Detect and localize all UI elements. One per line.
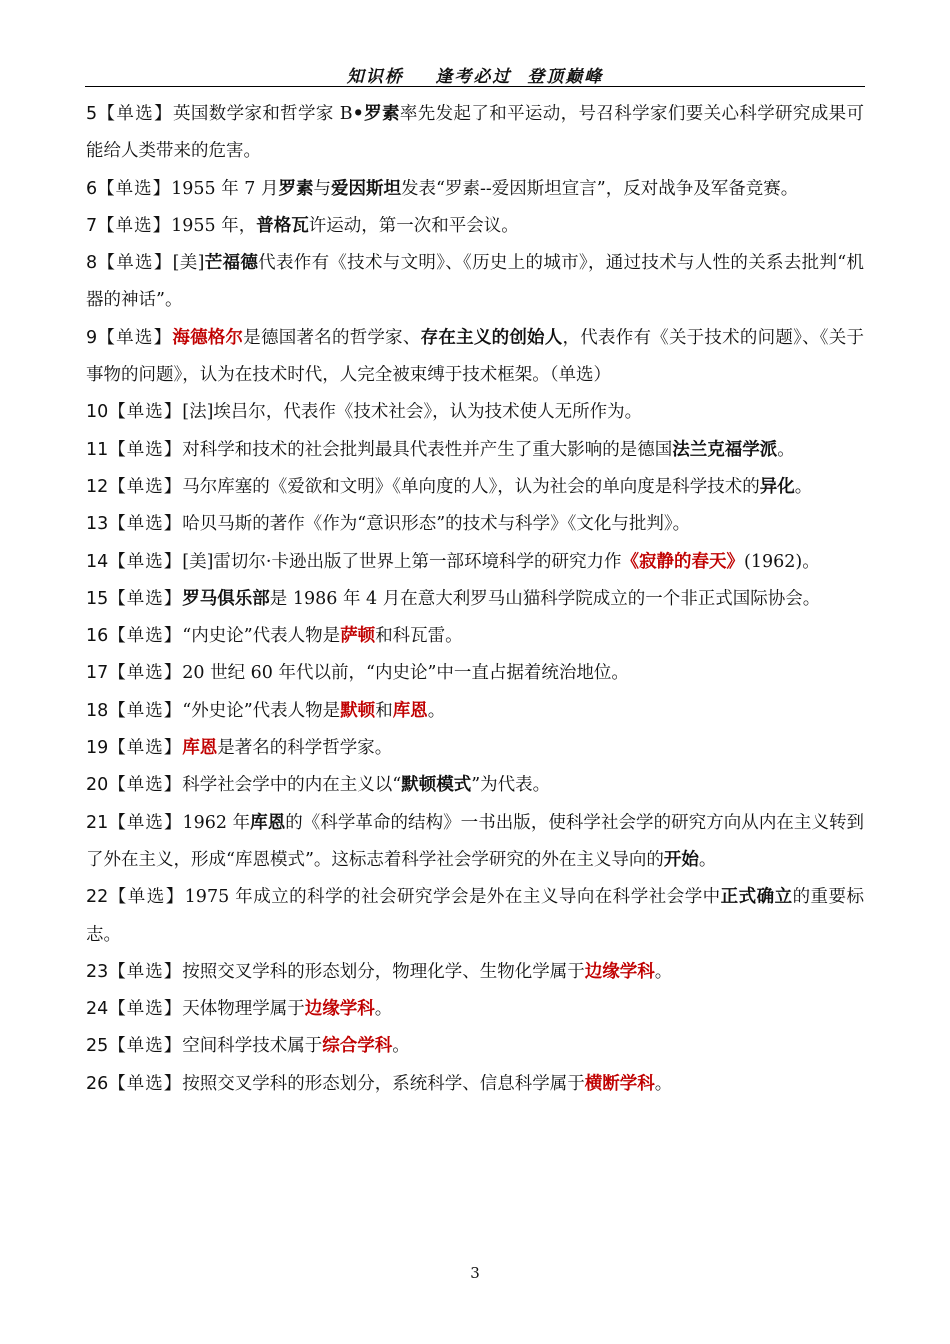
highlighted-key-term: 边缘学科 bbox=[304, 999, 375, 1020]
question-number: 10 bbox=[86, 402, 109, 423]
question-item bbox=[86, 581, 864, 618]
question-item bbox=[86, 767, 864, 804]
key-term: 异化 bbox=[759, 476, 795, 497]
question-text: (1962)。 bbox=[744, 551, 820, 572]
question-number: 16 bbox=[86, 626, 109, 647]
question-type-tag: 【单选】 bbox=[108, 812, 183, 833]
question-text: 1975 年成立的科学的社会研究学会是外在主义导向在科学社会学中 bbox=[184, 887, 721, 908]
key-term: 存在主义的创始人 bbox=[420, 327, 563, 348]
question-text: ，代表作有《关于技术的问题》、《关于事物的问题》，认为在技术时代，人完全被束缚于技术框架。（单选） bbox=[86, 327, 865, 386]
question-text: 马尔库塞的《爱欲和文明》《单向度的人》，认为社会的单向度是科学技术的 bbox=[182, 476, 760, 497]
question-text: 发表“罗素--爱因斯坦宣言”，反对战争及军备竞赛。 bbox=[401, 178, 799, 199]
highlighted-key-term: 边缘学科 bbox=[584, 961, 655, 982]
question-type-tag: 【单选】 bbox=[108, 700, 183, 721]
question-text: 代表作有《技术与文明》、《历史上的城市》，通过技术与人性的关系去批判“机器的神话”。 bbox=[86, 253, 865, 311]
question-text: “外史论”代表人物是 bbox=[182, 700, 341, 721]
question-item bbox=[86, 730, 864, 767]
question-item bbox=[86, 394, 864, 431]
question-type-tag: 【单选】 bbox=[108, 961, 183, 982]
key-term: 库恩 bbox=[250, 812, 286, 833]
question-number: 8 bbox=[86, 253, 98, 274]
question-text: 哈贝马斯的著作《作为“意识形态”的技术与科学》《文化与批判》。 bbox=[182, 514, 691, 535]
question-text: 。 bbox=[777, 439, 795, 460]
question-number: 11 bbox=[86, 439, 109, 460]
question-text: 与 bbox=[313, 178, 331, 199]
question-type-tag: 【单选】 bbox=[108, 1036, 183, 1057]
question-text: 率先发起了和平运动，号召科学家们要关心科学研究成果可能给人类带来的危害。 bbox=[86, 104, 865, 162]
question-text: ”为代表。 bbox=[471, 775, 551, 796]
question-item bbox=[86, 879, 864, 954]
key-term: 法兰克福学派 bbox=[672, 439, 778, 460]
question-text: 1955 年， bbox=[171, 215, 257, 236]
key-term: 开始 bbox=[663, 849, 699, 870]
question-item bbox=[86, 544, 864, 581]
question-text: [法]埃吕尔，代表作《技术社会》，认为技术使人无所作为。 bbox=[182, 402, 643, 423]
question-text: 的重要标志。 bbox=[86, 887, 865, 945]
question-text: 。 bbox=[654, 1073, 673, 1094]
question-text: 。 bbox=[654, 961, 673, 982]
question-number: 23 bbox=[86, 961, 109, 982]
question-number: 14 bbox=[86, 551, 109, 572]
question-text: 1955 年 7 月 bbox=[171, 178, 279, 199]
question-text: 对科学和技术的社会批判最具代表性并产生了重大影响的是德国 bbox=[182, 439, 673, 460]
question-type-tag: 【单选】 bbox=[108, 626, 183, 647]
question-text: 按照交叉学科的形态划分，物理化学、生物化学属于 bbox=[182, 961, 585, 982]
header-divider bbox=[85, 86, 865, 87]
question-type-tag: 【单选】 bbox=[108, 887, 185, 908]
question-text: 和 bbox=[375, 700, 393, 721]
highlighted-key-term: 萨顿 bbox=[340, 626, 376, 647]
question-type-tag: 【单选】 bbox=[108, 1073, 183, 1094]
question-number: 24 bbox=[86, 999, 109, 1020]
question-text: 。 bbox=[374, 999, 393, 1020]
question-number: 25 bbox=[86, 1036, 109, 1057]
question-text: 。 bbox=[794, 476, 813, 497]
question-number: 12 bbox=[86, 476, 109, 497]
question-type-tag: 【单选】 bbox=[97, 178, 172, 199]
question-number: 21 bbox=[86, 812, 109, 833]
question-text: “内史论”代表人物是 bbox=[182, 626, 341, 647]
question-type-tag: 【单选】 bbox=[108, 999, 183, 1020]
question-item bbox=[86, 805, 864, 880]
question-type-tag: 【单选】 bbox=[108, 551, 183, 572]
question-number: 18 bbox=[86, 700, 109, 721]
question-number: 7 bbox=[86, 215, 98, 236]
question-text: [美]雷切尔·卡逊出版了世界上第一部环境科学的研究力作 bbox=[182, 551, 622, 572]
highlighted-key-term: 库恩 bbox=[392, 700, 428, 721]
question-text: 科学社会学中的内在主义以“ bbox=[182, 775, 402, 796]
question-item bbox=[86, 1066, 864, 1103]
question-type-tag: 【单选】 bbox=[108, 402, 183, 423]
question-text: 1962 年 bbox=[182, 812, 251, 833]
highlighted-key-term: 默顿 bbox=[340, 700, 376, 721]
question-text: 是著名的科学哲学家。 bbox=[217, 738, 393, 759]
highlighted-key-term: 海德格尔 bbox=[172, 327, 244, 348]
question-text: [美] bbox=[172, 253, 205, 274]
question-type-tag: 【单选】 bbox=[108, 775, 183, 796]
question-text: 。 bbox=[427, 700, 446, 721]
key-term: 罗素 bbox=[278, 178, 314, 199]
question-item bbox=[86, 432, 864, 469]
question-item bbox=[86, 991, 864, 1028]
question-item bbox=[86, 618, 864, 655]
question-number: 19 bbox=[86, 738, 109, 759]
question-item bbox=[86, 693, 864, 730]
key-term: 芒福德 bbox=[204, 253, 259, 274]
page-header: 知识桥 逢考必过 登顶巅峰 bbox=[346, 67, 604, 87]
question-item bbox=[86, 469, 864, 506]
key-term: 普格瓦 bbox=[256, 215, 309, 236]
question-number: 17 bbox=[86, 663, 109, 684]
question-number: 26 bbox=[86, 1073, 109, 1094]
question-type-tag: 【单选】 bbox=[108, 588, 183, 609]
question-text: 。 bbox=[392, 1036, 410, 1057]
question-number: 6 bbox=[86, 178, 98, 199]
question-item bbox=[86, 96, 864, 171]
question-type-tag: 【单选】 bbox=[97, 104, 173, 124]
key-term: 罗马俱乐部 bbox=[182, 588, 270, 609]
question-number: 22 bbox=[86, 887, 109, 908]
key-term: 正式确立 bbox=[720, 887, 793, 908]
question-type-tag: 【单选】 bbox=[108, 439, 183, 460]
question-text: 的《科学革命的结构》一书出版，使科学社会学的研究方向从内在主义转到了外在主义，形成“库恩模式”。这标志着科学社会学研究的外在主义导向的 bbox=[86, 812, 865, 870]
highlighted-key-term: 《寂静的春天》 bbox=[621, 551, 744, 572]
key-term: •罗素 bbox=[352, 104, 400, 124]
question-list bbox=[86, 96, 864, 1103]
key-term: 爱因斯坦 bbox=[331, 178, 401, 199]
question-type-tag: 【单选】 bbox=[97, 253, 173, 274]
question-number: 13 bbox=[86, 514, 109, 535]
highlighted-key-term: 综合学科 bbox=[322, 1036, 393, 1057]
question-type-tag: 【单选】 bbox=[108, 514, 183, 535]
question-item bbox=[86, 1028, 864, 1065]
question-number: 9 bbox=[86, 327, 98, 348]
question-text: 是 1986 年 4 月在意大利罗马山猫科学院成立的一个非正式国际协会。 bbox=[269, 588, 821, 609]
question-text: 。 bbox=[698, 849, 717, 870]
question-number: 20 bbox=[86, 775, 109, 796]
question-type-tag: 【单选】 bbox=[97, 215, 172, 236]
highlighted-key-term: 库恩 bbox=[182, 738, 218, 759]
question-item bbox=[86, 171, 864, 208]
question-text: 许运动，第一次和平会议。 bbox=[308, 215, 519, 236]
question-type-tag: 【单选】 bbox=[108, 663, 183, 684]
question-type-tag: 【单选】 bbox=[108, 738, 183, 759]
page-number: 3 bbox=[470, 1264, 480, 1282]
question-item bbox=[86, 245, 864, 320]
question-text: 和科瓦雷。 bbox=[375, 626, 463, 647]
question-text: 天体物理学属于 bbox=[182, 999, 305, 1020]
question-text: 英国数学家和哲学家 B bbox=[172, 104, 353, 124]
question-number: 15 bbox=[86, 588, 109, 609]
question-text: 是德国著名的哲学家、 bbox=[243, 327, 421, 348]
question-item bbox=[86, 208, 864, 245]
question-text: 20 世纪 60 年代以前，“内史论”中一直占据着统治地位。 bbox=[182, 663, 629, 684]
question-item bbox=[86, 655, 864, 692]
question-type-tag: 【单选】 bbox=[97, 327, 173, 348]
question-item bbox=[86, 320, 864, 395]
question-number: 5 bbox=[86, 104, 98, 124]
key-term: 默顿模式 bbox=[401, 775, 472, 796]
question-text: 按照交叉学科的形态划分，系统科学、信息科学属于 bbox=[182, 1073, 585, 1094]
question-type-tag: 【单选】 bbox=[108, 476, 183, 497]
question-item bbox=[86, 506, 864, 543]
question-text: 空间科学技术属于 bbox=[182, 1036, 323, 1057]
highlighted-key-term: 横断学科 bbox=[584, 1073, 655, 1094]
question-item bbox=[86, 954, 864, 991]
